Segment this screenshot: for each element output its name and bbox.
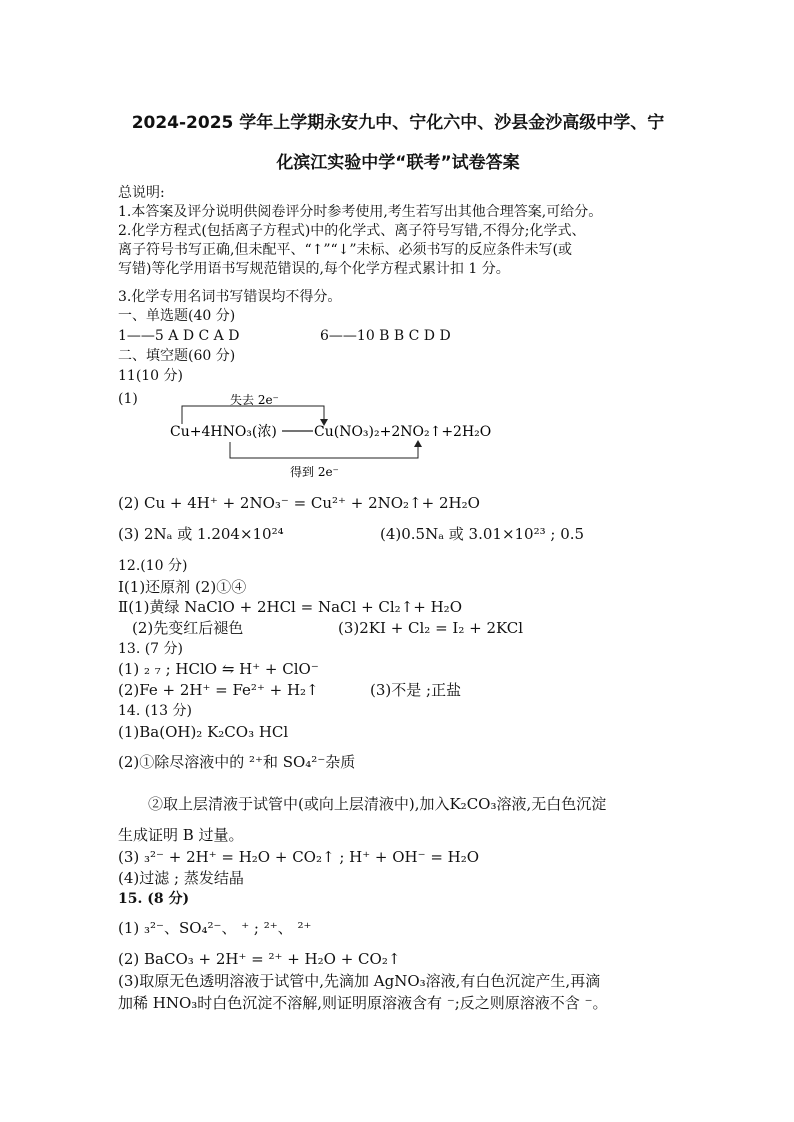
q14-line4: 生成证明 B 过量。 [118,826,244,844]
q11-part3: (3) 2Nₐ 或 1.204×10²⁴ [118,525,284,543]
page-title-line1: 2024-2025 学年上学期永安九中、宁化六中、沙县金沙高级中学、宁 [131,113,665,133]
q12-heading: 12.(10 分) [118,558,188,574]
gain-electrons-label: 得到 2e⁻ [290,465,339,479]
electron-transfer-svg [170,392,530,482]
intro-p2a: 2.化学方程式(包括离子方程式)中的化学式、离子符号写错,不得分;化学式、 [118,223,586,239]
q13-line1: (1) ₂ ₇ ; HClO ⇋ H⁺ + ClO⁻ [118,660,319,678]
q13-line2a: (2)Fe + 2H⁺ = Fe²⁺ + H₂↑ [118,681,319,699]
equation-left: Cu+4HNO₃(浓) [170,424,277,440]
gain-arrowhead [414,440,422,447]
sec1-answers-1-5: 1——5 A D C A D [118,328,240,344]
gain-bracket [230,442,418,458]
intro-p1: 1.本答案及评分说明供阅卷评分时参考使用,考生若写出其他合理答案,可给分。 [118,204,603,220]
intro-p2b: 离子符号书写正确,但未配平、“↑”“↓”未标、必须书写的反应条件未写(或 [118,242,573,258]
q12-line3b: (3)2KI + Cl₂ = I₂ + 2KCl [338,619,524,637]
q14-line5: (3) ₃²⁻ + 2H⁺ = H₂O + CO₂↑ ; H⁺ + OH⁻ = H₂O [118,848,480,866]
intro-heading: 总说明: [118,185,165,201]
q15-line2: (2) BaCO₃ + 2H⁺ = ²⁺ + H₂O + CO₂↑ [118,950,401,968]
lose-bracket [182,406,324,424]
q12-line2: Ⅱ(1)黄绿 NaClO + 2HCl = NaCl + Cl₂↑+ H₂O [118,598,462,616]
q14-heading: 14. (13 分) [118,703,192,719]
intro-p2c: 写错)等化学用语书写规范错误的,每个化学方程式累计扣 1 分。 [118,261,510,277]
q15-line4: 加稀 HNO₃时白色沉淀不溶解,则证明原溶液含有 ⁻;反之则原溶液不含 ⁻。 [118,994,608,1012]
q13-heading: 13. (7 分) [118,641,183,657]
redox-electron-transfer-diagram [170,392,530,482]
q15-line1: (1) ₃²⁻、SO₄²⁻、 ⁺ ; ²⁺、 ²⁺ [118,919,312,937]
q11-part2: (2) Cu + 4H⁺ + 2NO₃⁻ = Cu²⁺ + 2NO₂↑+ 2H₂O [118,494,480,512]
sec1-answers-6-10: 6——10 B B C D D [320,328,451,344]
intro-p3: 3.化学专用名词书写错误均不得分。 [118,289,342,305]
q11-part4: (4)0.5Nₐ 或 3.01×10²³ ; 0.5 [380,525,585,543]
q12-line3a: (2)先变红后褪色 [132,619,244,637]
q15-heading: 15. (8 分) [118,891,190,907]
lose-electrons-label: 失去 2e⁻ [230,393,279,407]
q12-line1: Ⅰ(1)还原剂 (2)①④ [118,578,247,596]
q14-line6: (4)过滤 ; 蒸发结晶 [118,869,244,887]
page-title-line2: 化滨江实验中学“联考”试卷答案 [276,153,520,173]
q14-line3: ②取上层清液于试管中(或向上层清液中),加入K₂CO₃溶液,无白色沉淀 [148,795,607,813]
sec1-heading: 一、单选题(40 分) [118,308,236,324]
q11-heading: 11(10 分) [118,368,184,384]
q11-part1-label: (1) [118,391,138,407]
sec2-heading: 二、填空题(60 分) [118,348,236,364]
equation-right: Cu(NO₃)₂+2NO₂↑+2H₂O [314,424,492,440]
q13-line2b: (3)不是 ;正盐 [370,681,462,699]
q14-line2: (2)①除尽溶液中的 ²⁺和 SO₄²⁻杂质 [118,753,356,771]
q15-line3: (3)取原无色透明溶液于试管中,先滴加 AgNO₃溶液,有白色沉淀产生,再滴 [118,972,601,990]
q14-line1: (1)Ba(OH)₂ K₂CO₃ HCl [118,723,289,741]
